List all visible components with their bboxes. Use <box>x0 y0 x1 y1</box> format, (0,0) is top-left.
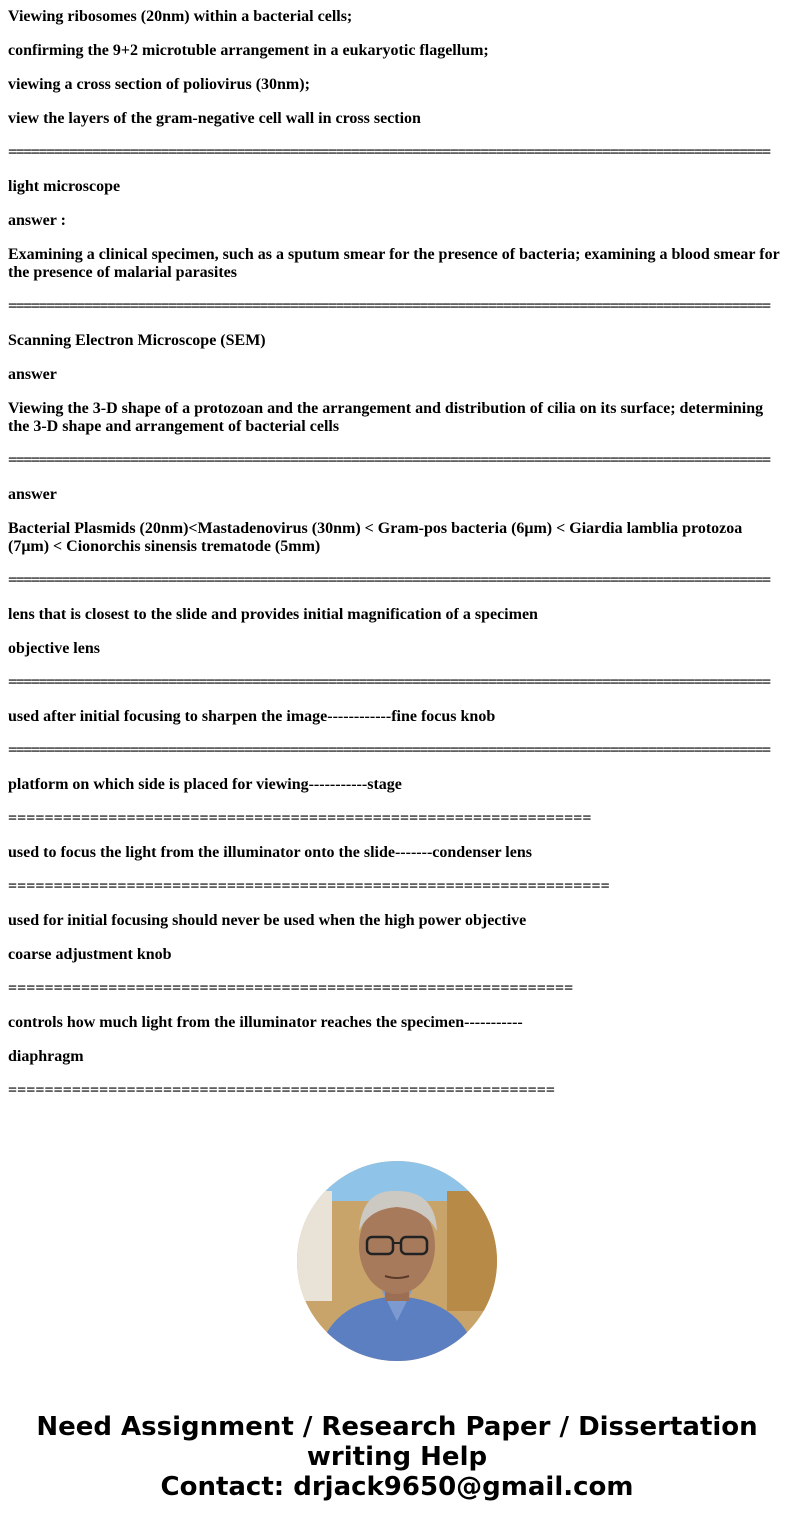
paragraph: Examining a clinical specimen, such as a sputum smear for the presence of bacteria; examining a blood smear for the presence of malarial parasites <box>8 246 780 281</box>
separator-line: ==================================================================================================== <box>8 144 770 161</box>
footer-contact-email: Contact: drjack9650@gmail.com <box>160 1472 634 1502</box>
paragraph: view the layers of the gram-negative cell wall in cross section <box>8 110 421 127</box>
paragraph: light microscope <box>8 178 121 195</box>
paragraph: Scanning Electron Microscope (SEM) <box>8 332 266 349</box>
separator-line: ==================================================================================================== <box>8 298 770 315</box>
paragraph: answer <box>8 486 57 503</box>
separator-line: ==================================================================================================== <box>8 742 770 759</box>
separator-line: ==================================================================================================== <box>8 572 770 589</box>
paragraph: coarse adjustment knob <box>8 946 172 963</box>
separator-line: ============================================================== <box>8 980 574 997</box>
paragraph: diaphragm <box>8 1048 84 1065</box>
paragraph: platform on which side is placed for viewing-----------stage <box>8 776 402 793</box>
paragraph: Bacterial Plasmids (20nm)<Mastadenovirus (30nm) < Gram-pos bacteria (6μm) < Giardia lamblia protozoa (7μm) < Cionorchis sinensis trematode (5mm) <box>8 520 743 555</box>
paragraph: used after initial focusing to sharpen the image------------fine focus knob <box>8 708 496 725</box>
paragraph: confirming the 9+2 microtuble arrangement in a eukaryotic flagellum; <box>8 42 489 59</box>
paragraph: Viewing ribosomes (20nm) within a bacterial cells; <box>8 8 353 25</box>
separator-line: ==================================================================================================== <box>8 674 770 691</box>
paragraph: used for initial focusing should never be used when the high power objective <box>8 912 527 929</box>
separator-line: ================================================================== <box>8 878 610 895</box>
paragraph: objective lens <box>8 640 100 657</box>
separator-line: ================================================================ <box>8 810 592 827</box>
document-body <box>0 8 794 1100</box>
paragraph: used to focus the light from the illuminator onto the slide-------condenser lens <box>8 844 532 861</box>
author-avatar <box>297 1161 497 1361</box>
avatar-portrait-icon <box>297 1161 497 1361</box>
paragraph: viewing a cross section of poliovirus (30nm); <box>8 76 310 93</box>
paragraph: controls how much light from the illuminator reaches the specimen----------- <box>8 1014 523 1031</box>
paragraph: lens that is closest to the slide and provides initial magnification of a specimen <box>8 606 538 623</box>
paragraph: answer <box>8 366 57 383</box>
footer-headline: Need Assignment / Research Paper / Dissertation writing Help <box>36 1412 758 1472</box>
paragraph: Viewing the 3-D shape of a protozoan and the arrangement and distribution of cilia on its surface; determining the 3-D shape and arrangement of bacterial cells <box>8 400 764 435</box>
paragraph: answer : <box>8 212 66 229</box>
separator-line: ==================================================================================================== <box>8 452 770 469</box>
separator-line: ============================================================ <box>8 1082 556 1099</box>
contact-footer <box>0 1412 794 1502</box>
